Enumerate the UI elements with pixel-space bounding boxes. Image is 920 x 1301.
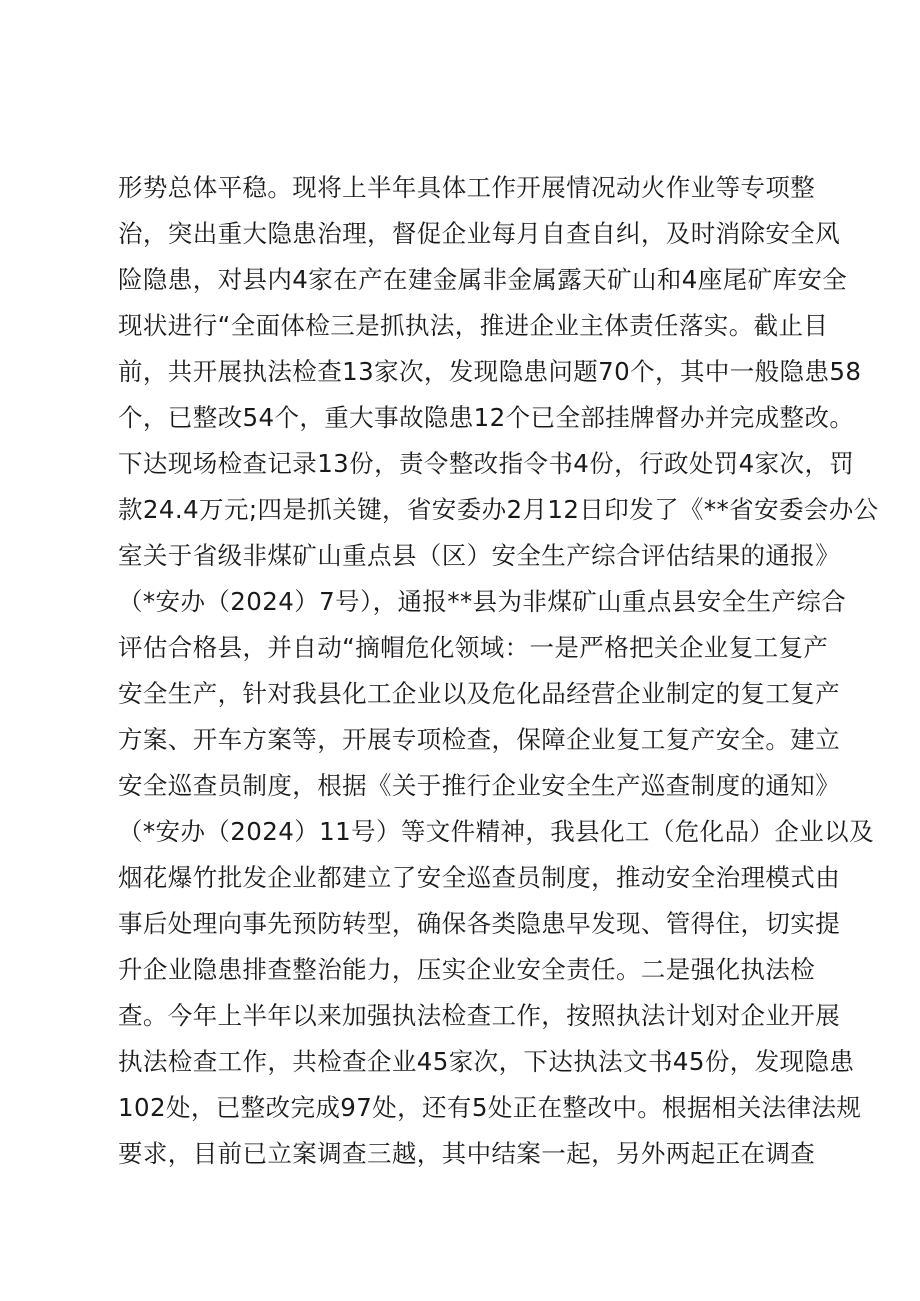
text-line: 执法检查工作，共检查企业45家次，下达执法文书45份，发现隐患 <box>118 1047 855 1076</box>
text-line: 形势总体平稳。现将上半年具体工作开展情况动火作业等专项整 <box>118 173 816 202</box>
text-line: 治，突出重大隐患治理，督促企业每月自查自纠，及时消除安全风 <box>118 219 841 248</box>
text-line: 评估合格县，并自动“摘帽危化领域：一是严格把关企业复工复产 <box>118 633 829 662</box>
text-line: 事后处理向事先预防转型，确保各类隐患早发现、管得住，切实提 <box>118 909 841 938</box>
body-text <box>118 165 879 1177</box>
text-line: 查。今年上半年以来加强执法检查工作，按照执法计划对企业开展 <box>118 1001 841 1030</box>
text-line: 险隐患，对县内4家在产在建金属非金属露天矿山和4座尾矿库安全 <box>118 265 848 294</box>
text-line: 方案、开车方案等，开展专项检查，保障企业复工复产安全。建立 <box>118 725 841 754</box>
text-line: 102处，已整改完成97处，还有5处正在整改中。根据相关法律法规 <box>118 1093 862 1122</box>
text-line: 要求，目前已立案调查三越，其中结案一起，另外两起正在调查 <box>118 1139 816 1168</box>
text-line: （*安办（2024）11号）等文件精神，我县化工（危化品）企业以及 <box>118 817 874 846</box>
text-line: 安全巡查员制度，根据《关于推行企业安全生产巡查制度的通知》 <box>118 771 841 800</box>
text-line: 个，已整改54个，重大事故隐患12个已全部挂牌督办并完成整改。 <box>118 403 855 432</box>
text-line: 款24.4万元;四是抓关键，省安委办2月12日印发了《**省安委会办公 <box>118 495 879 524</box>
text-line: 室关于省级非煤矿山重点县（区）安全生产综合评估结果的通报》 <box>118 541 841 570</box>
text-line: 烟花爆竹批发企业都建立了安全巡查员制度，推动安全治理模式由 <box>118 863 841 892</box>
text-line: （*安办（2024）7号），通报**县为非煤矿山重点县安全生产综合 <box>118 587 847 616</box>
text-line: 下达现场检查记录13份，责令整改指令书4份，行政处罚4家次，罚 <box>118 449 855 478</box>
text-line: 现状进行“全面体检三是抓执法，推进企业主体责任落实。截止目 <box>118 311 829 340</box>
text-line: 安全生产，针对我县化工企业以及危化品经营企业制定的复工复产 <box>118 679 841 708</box>
text-line: 升企业隐患排查整治能力，压实企业安全责任。二是强化执法检 <box>118 955 816 984</box>
text-line: 前，共开展执法检查13家次，发现隐患问题70个，其中一般隐患58 <box>118 357 862 386</box>
